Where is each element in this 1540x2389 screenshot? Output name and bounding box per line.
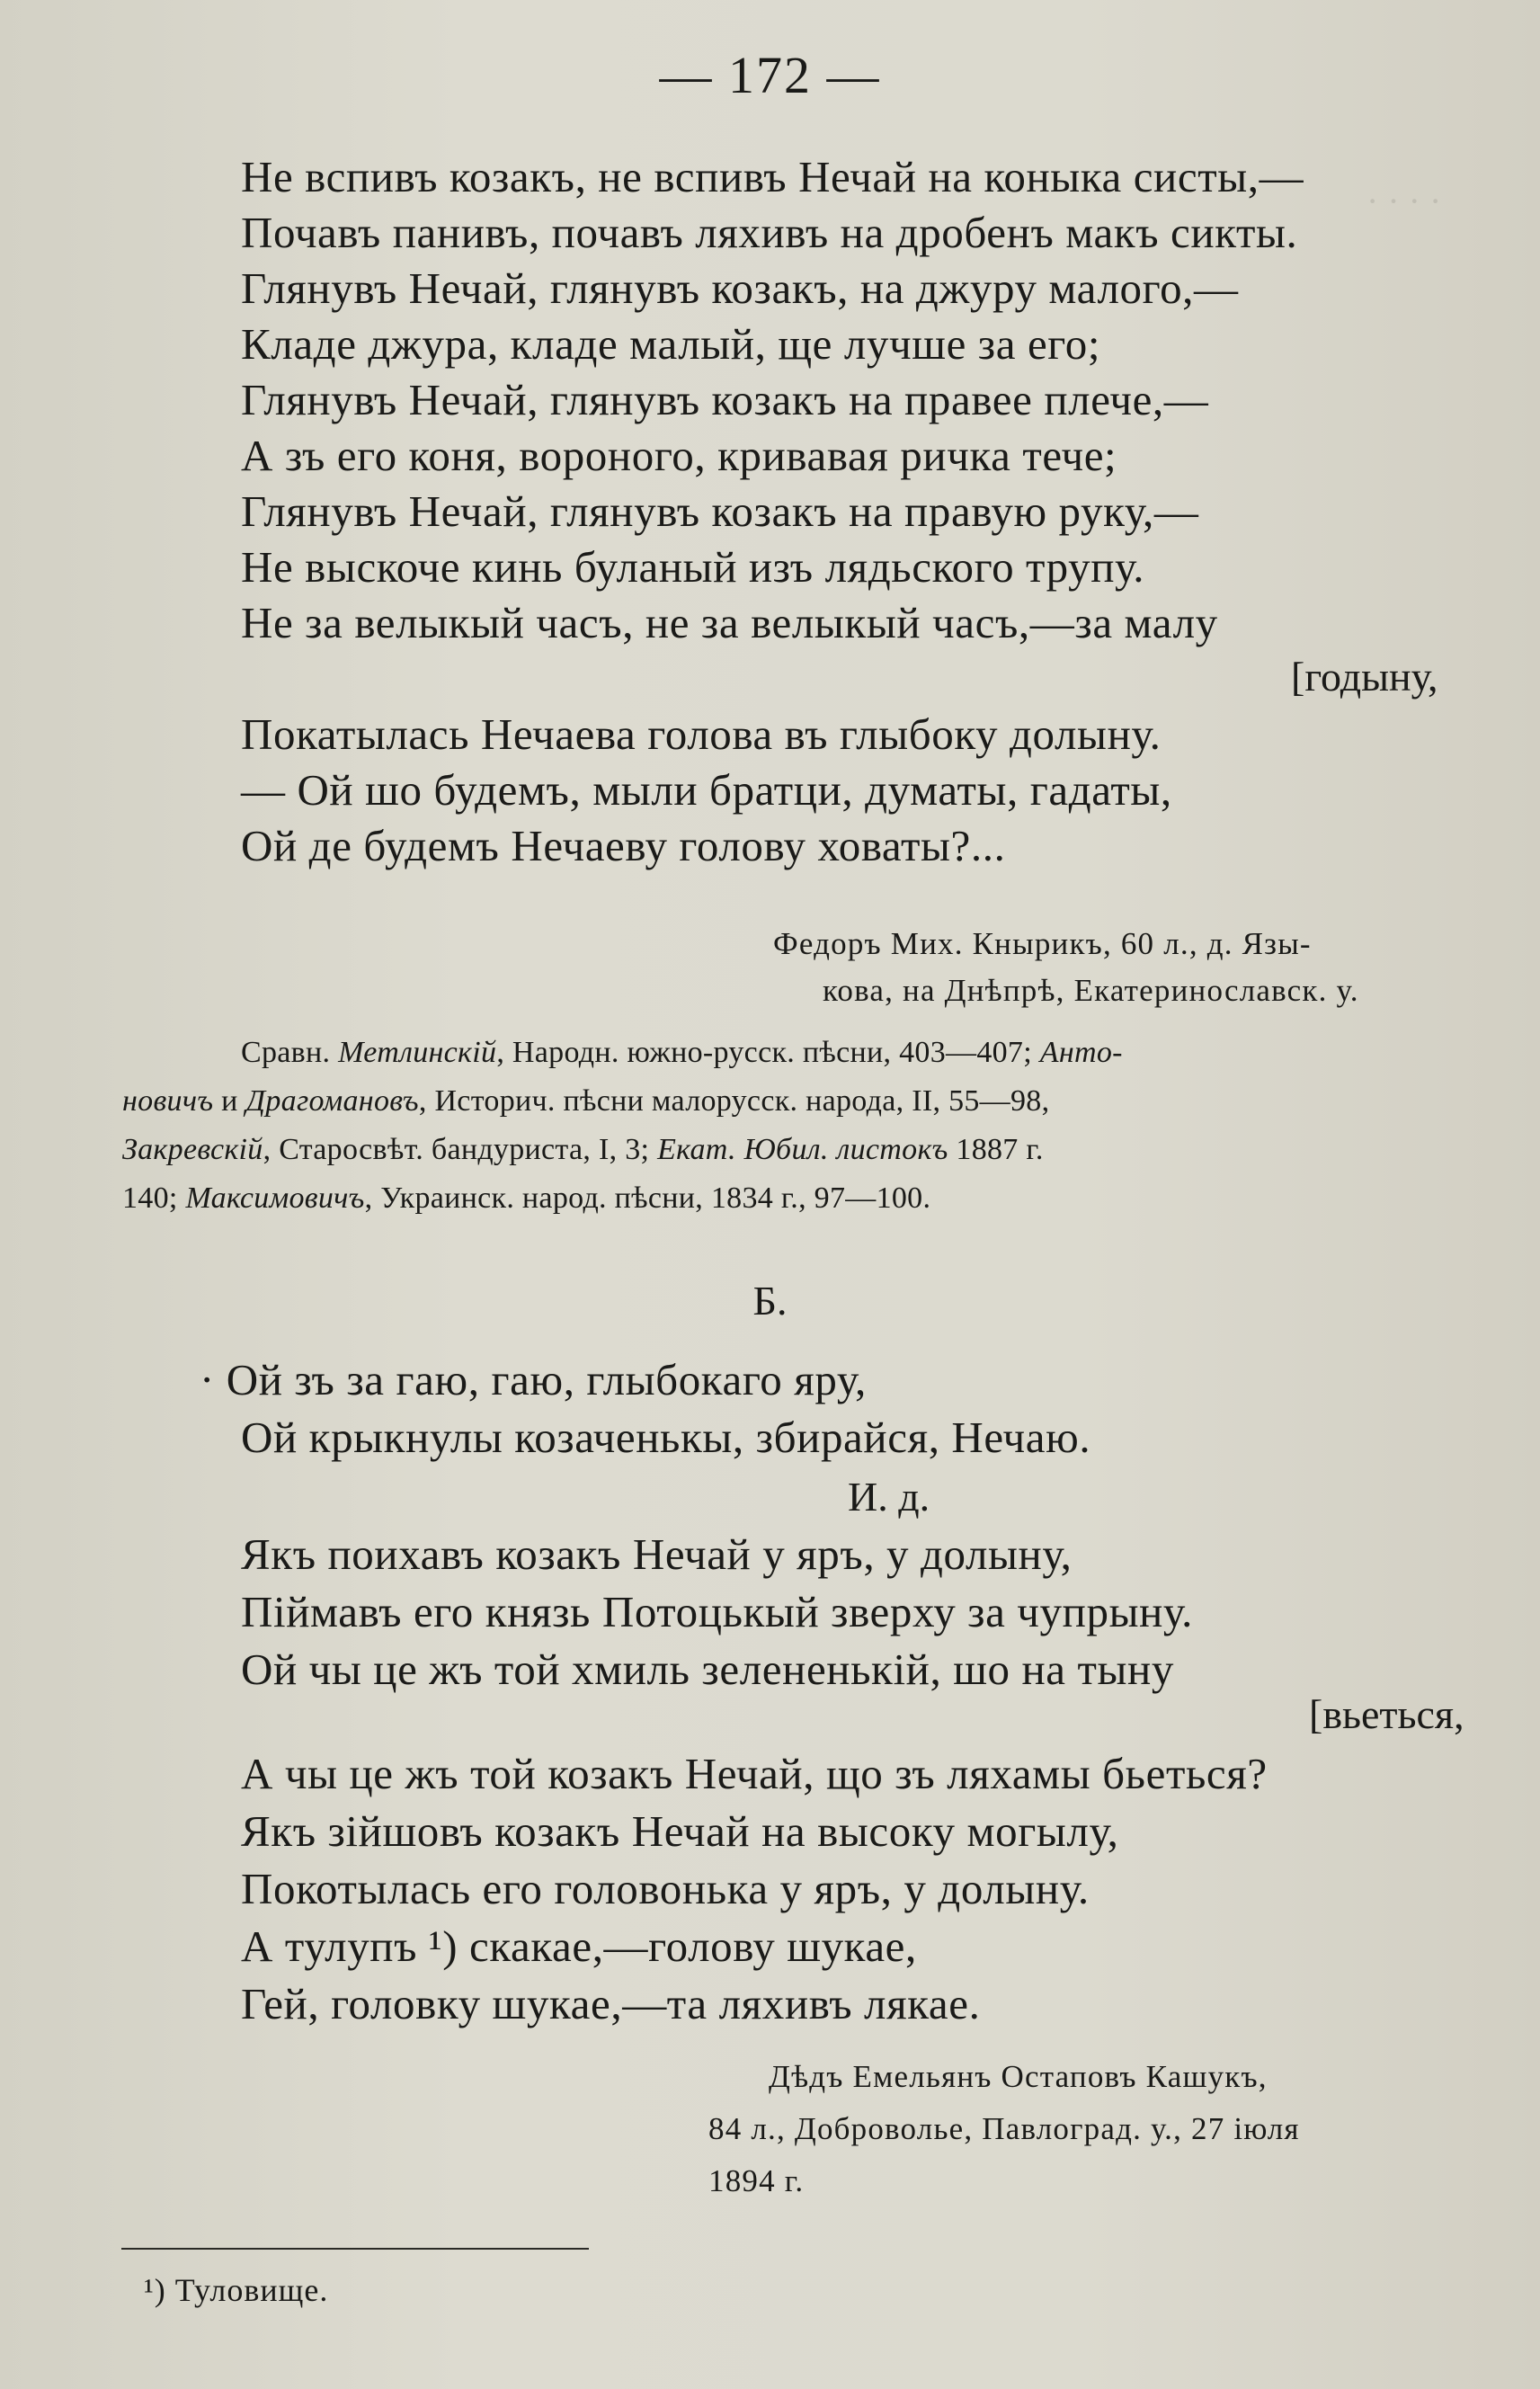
attribution-b-line-2: 84 л., Добровольe, Павлоград. у., 27 іюля: [708, 2111, 1300, 2146]
section-b-verse-6: Покотылась его головонька у яръ, у долыну.: [241, 1864, 1090, 1913]
section-b-verse-3: Ой чы це жъ той хмиль зелененькій, шо на тыну: [241, 1645, 1174, 1694]
section-b-verse-1: Якъ поихавъ козакъ Нечай у яръ, у долыну,: [241, 1529, 1073, 1579]
attribution-b-line-3: 1894 г.: [708, 2163, 805, 2198]
poem-a-line-10: Покатылась Нечаева голова въ глыбоку долыну.: [241, 709, 1162, 759]
poem-a-line-3: Глянувъ Нечай, глянувъ козакъ, на джуру малого,—: [241, 263, 1239, 313]
bleed-through-text: · · · ·: [1366, 181, 1442, 221]
section-b-verse-5: Якъ зійшовъ козакъ Нечай на высоку могылу,: [241, 1806, 1119, 1856]
poem-a-line-11: — Ой шо будемъ, мыли братци, думаты, гадаты,: [241, 765, 1172, 815]
attribution-a-line-1: Федоръ Мих. Кнырикъ, 60 л., д. Язы-: [773, 926, 1312, 961]
poem-a-line-12: Ой де будемъ Нечаеву голову ховаты?...: [241, 821, 1006, 870]
poem-a-line-8: Не выскоче кинь буланый изъ лядьского трупу.: [241, 542, 1145, 592]
reference-line-4: 140; Максимовичъ, Украинск. народ. пѣсни, 1834 г., 97—100.: [122, 1181, 931, 1215]
section-b-verse-2: Піймавъ его князь Потоцькый зверху за чупрыну.: [241, 1587, 1193, 1636]
attribution-b-line-1: Дѣдъ Емельянъ Остаповъ Кашукъ,: [769, 2059, 1268, 2094]
section-b-verse-3-continuation: [вьеться,: [1309, 1691, 1464, 1737]
reference-line-3: Закревскій, Старосвѣт. бандуриста, I, 3; Екат. Юбил. листокъ 1887 г.: [122, 1133, 1044, 1166]
section-b-etc: И. д.: [848, 1474, 930, 1520]
reference-line-1: Сравн. Метлинскій, Народн. южно-русск. пѣсни, 403—407; Анто-: [241, 1036, 1123, 1069]
reference-line-2: новичъ и Драгомановъ, Историч. пѣсни малорусск. народа, II, 55—98,: [122, 1084, 1050, 1118]
section-b-verse-8: Гей, головку шукае,—та ляхивъ лякае.: [241, 1979, 981, 2028]
footnote: ¹) Туловище.: [144, 2272, 329, 2308]
section-b-line-2: Ой крыкнулы козаченькы, збирайся, Нечаю.: [241, 1413, 1091, 1462]
poem-a-line-2: Почавъ панивъ, почавъ ляхивъ на дробенъ макъ сикты.: [241, 208, 1298, 257]
section-b-verse-4: А чы це жъ той козакъ Нечай, що зъ ляхамы бьеться?: [241, 1749, 1268, 1798]
attribution-a-line-2: кова, на Днѣпрѣ, Екатеринославск. у.: [823, 973, 1359, 1008]
poem-a-line-9-continuation: [годыну,: [1291, 654, 1438, 700]
section-b-verse-7: А тулупъ ¹) скакае,—голову шукае,: [241, 1921, 917, 1971]
section-b-line-1: · Ой зъ за гаю, гаю, глыбокаго яру,: [200, 1355, 867, 1404]
poem-a-line-1: Не вспивъ козакъ, не вспивъ Нечай на коныка систы,—: [241, 152, 1304, 201]
page-number: — 172 —: [659, 46, 881, 104]
poem-a-line-7: Глянувъ Нечай, глянувъ козакъ на правую руку,—: [241, 486, 1199, 536]
poem-a-line-4: Кладе джура, кладе малый, ще лучше за его;: [241, 319, 1101, 369]
poem-a-line-9: Не за велыкый часъ, не за велыкый часъ,—за малу: [241, 598, 1218, 647]
poem-a-line-6: А зъ его коня, вороного, кривавая ричка тече;: [241, 431, 1117, 480]
section-b-heading: Б.: [752, 1278, 788, 1324]
poem-a-line-5: Глянувъ Нечай, глянувъ козакъ на правее плече,—: [241, 375, 1209, 424]
footnote-rule: [121, 2248, 589, 2250]
